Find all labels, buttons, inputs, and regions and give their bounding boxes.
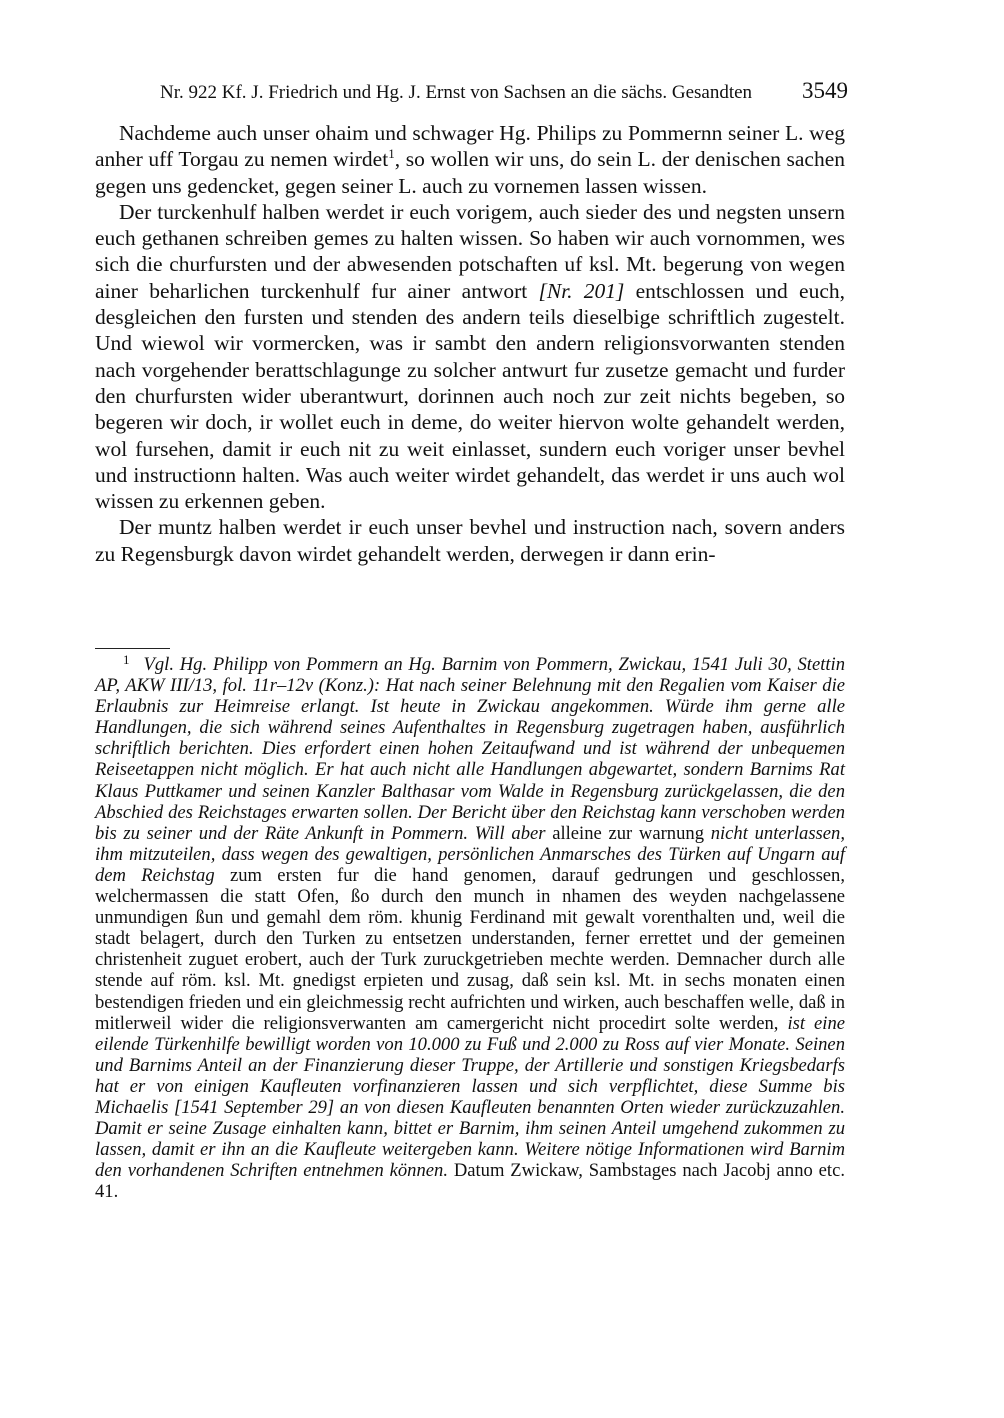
paragraph-1 xyxy=(95,120,845,199)
paragraph-1-text-a: Nachdeme auch unser ohaim und schwager Hg. Philips zu Pommernn seiner L. weg anher uff Torgau zu nemen wirdet xyxy=(95,121,845,172)
footnote-paragraph xyxy=(95,654,845,1202)
footnote-divider xyxy=(95,648,170,649)
footnote-reference[interactable]: 1 xyxy=(388,146,395,162)
running-header xyxy=(160,78,848,106)
footnote-quote-1: alleine zur warnung xyxy=(545,822,711,844)
footnote-1 xyxy=(95,654,845,1202)
document-reference: [Nr. 201] xyxy=(538,278,625,303)
footnote-summary-2: nicht unterlassen, ihm mitzuteilen, dass wegen des gewaltigen, persönlichen Anmarsches des Türken auf Ungarn auf dem Reichstag xyxy=(95,822,845,886)
footnote-summary-1: Vgl. Hg. Philipp von Pommern an Hg. Barnim von Pommern, Zwickau, 1541 Juli 30, Stettin AP, AKW III/13, fol. 11r–12v (Konz.): Hat nach seiner Belehnung mit den Regalien vom Kaiser die Erlaubnis zur Heimreise erlangt. Ist heute in Zwickau angekommen. Würde ihm gerne alle Handlungen, die sich während seines Aufenthaltes in Regensburg zugetragen haben, ausführlich schriftlich berichten. Dies erfordert einen hohen Zeitaufwand und ist während der unbequemen Reiseetappen nicht möglich. Er hat auch nicht alle Handlungen abgewartet, sondern Barnims Rat Klaus Puttkamer und seinen Kanzler Balthasar vom Walde in Regensburg zurückgelassen, die den Abschied des Reichstages erwarten sollen. Der Bericht über den Reichstag kann verschoben werden bis zu seiner und der Räte Ankunft in Pommern. Will aber xyxy=(95,654,845,844)
paragraph-1-text-b: , so wollen wir uns, do sein L. der denischen sachen gegen uns gedencket, gegen seiner L. auch zu vornemen lassen wissen. xyxy=(95,147,845,198)
main-text xyxy=(95,120,845,567)
paragraph-3: Der muntz halben werdet ir euch unser bevhel und instruction nach, sovern anders zu Regensburgk davon wirdet gehandelt werden, derwegen ir dann erin- xyxy=(95,515,845,566)
running-title: Nr. 922 Kf. J. Friedrich und Hg. J. Ernst von Sachsen an die sächs. Gesandten xyxy=(160,82,753,103)
paragraph-2-text-a: Der turckenhulf halben werdet ir euch vorigem, auch sieder des und negsten unsern euch gethanen schreiben gemes zu halten wissen. So haben wir auch vornommen, wes sich die churfursten und der abwesenden potschaften uf ksl. Mt. begerung von wegen ainer beharlichen turckenhulf fur ainer antwort xyxy=(95,199,845,303)
footnote-dating: Datum Zwickaw, Sambstages nach Jacobj anno etc. 41. xyxy=(95,1160,845,1203)
page-number: 3549 xyxy=(802,78,848,103)
paragraph-2-text-b: entschlossen und euch, desgleichen den fursten und stenden des andern teils dieselbige schriftlich zugestelt. Und wiewol wir vormercken, was ir sambt den andern religionsvorwanten stenden nach vorgehender berattschlagunge zu solcher antwurt fur zusetze gemacht und furder den churfursten wider uberantwurt, dorinnen auch noch zur zeit nichts begeben, so begeren wir doch, ir wollet euch in deme, do weiter hiervon wolte gehandelt werden, wol fursehen, damit ir euch nit zu weit einlasset, sundern euch voriger unser bevhel und instructionn halten. Was auch weiter wirdet gehandelt, das werdet ir uns auch wol wissen zu erkennen geben. xyxy=(95,278,846,514)
footnote-number: 1 xyxy=(123,652,130,667)
footnote-quote-2: zum ersten fur die hand genomen, darauf gedrungen und geschlossen, welchermassen die statt Ofen, ßo durch den munch in nhamen des weyden nachgelassene unmundigen ßun und gemahl dem röm. khunig Ferdinand mit gewalt vorenthalten und, weil die stadt belagert, durch den Turken zu entsetzen understanden, ferner errettet und der gemeinen christenheit zuguet erobert, auch der Turk zuruckgetrieben mechte werden. Demnacher durch alle stende auf röm. ksl. Mt. gnedigst erpieten und zusag, daß sein ksl. Mt. in sechs monaten einen bestendigen frieden und ein gleichmessig recht aufrichten und wirken, auch beschaffen welle, daß in mitlerweil wider die religionsverwanten am camergericht nicht procedirt solte werden, xyxy=(95,864,846,1034)
footnote-summary-3: ist eine eilende Türkenhilfe bewilligt worden von 10.000 zu Fuß und 2.000 zu Ross auf vier Monate. Seinen und Barnims Anteil an der Finanzierung dieser Truppe, der Artillerie und sonstigen Kriegsbedarfs hat er von einigen Kaufleuten vorfinanzieren lassen und sich verpflichtet, diese Summe bis Michaelis [1541 September 29] an von diesen Kaufleuten benannten Orten wieder zurückzuzahlen. Damit er seine Zusage einhalten kann, bittet er Barnim, ihm seinen Anteil umgehend zukommen zu lassen, damit er ihn an die Kaufleute weitergeben kann. Weitere nötige Informationen wird Barnim den vorhandenen Schriften entnehmen können. xyxy=(95,1012,846,1182)
paragraph-2 xyxy=(95,199,845,515)
